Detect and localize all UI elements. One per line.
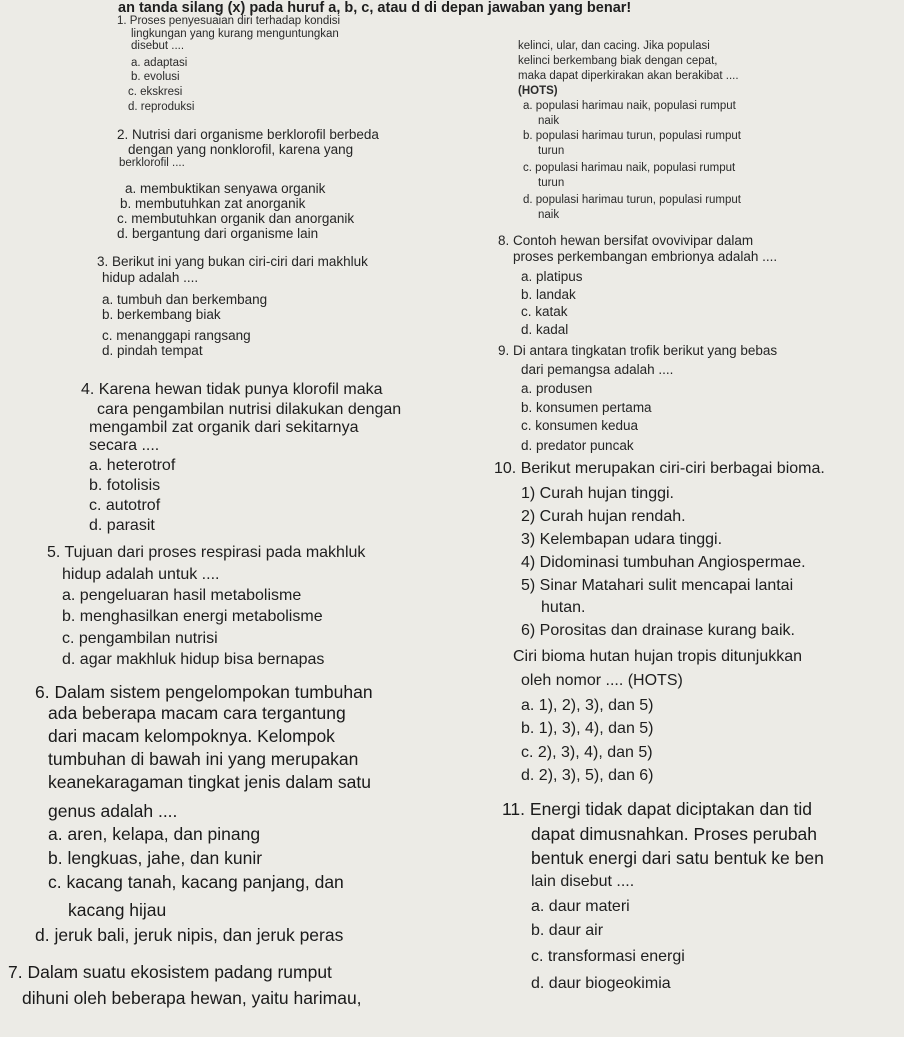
question-text-line: 8. Contoh hewan bersifat ovovivipar dalam (498, 233, 754, 248)
question-text-line: 4. Karena hewan tidak punya klorofil maka (81, 381, 383, 398)
question-text-line: a. tumbuh dan berkembang (102, 292, 268, 307)
question-text-line: 3) Kelembapan udara tinggi. (521, 531, 723, 548)
question-text-line: d. daur biogeokimia (531, 975, 671, 992)
question-text-line: d. agar makhluk hidup bisa bernapas (62, 651, 325, 668)
question-text-line: hutan. (541, 599, 586, 616)
question-text-line: a. populasi harimau naik, populasi rumput (523, 100, 736, 112)
question-text-line: dapat dimusnahkan. Proses perubah (531, 824, 818, 844)
question-text-line: turun (538, 145, 565, 157)
question-text-line: (HOTS) (518, 85, 558, 97)
question-text-line: b. fotolisis (89, 477, 161, 494)
question-text-line: dari macam kelompoknya. Kelompok (48, 726, 335, 746)
question-text-line: c. 2), 3), 4), dan 5) (521, 744, 653, 761)
question-text-line: b. membutuhkan zat anorganik (120, 196, 306, 211)
question-text-line: 1. Proses penyesuaian diri terhadap kondisi (117, 15, 341, 27)
question-text-line: c. menanggapi rangsang (102, 328, 251, 343)
question-text-line: secara .... (89, 437, 160, 454)
question-text-line: ada beberapa macam cara tergantung (48, 703, 346, 723)
question-text-line: c. populasi harimau naik, populasi rumput (523, 162, 736, 174)
question-text-line: c. konsumen kedua (521, 418, 639, 433)
question-text-line: lain disebut .... (531, 873, 635, 890)
question-text-line: a. 1), 2), 3), dan 5) (521, 697, 654, 714)
question-text-line: kacang hijau (68, 900, 167, 920)
question-text-line: bentuk energi dari satu bentuk ke ben (531, 848, 824, 868)
question-text-line: b. landak (521, 287, 576, 302)
question-text-line: a. pengeluaran hasil metabolisme (62, 587, 302, 604)
question-text-line: 5) Sinar Matahari sulit mencapai lantai (521, 577, 794, 594)
question-text-line: oleh nomor .... (HOTS) (521, 672, 683, 689)
question-text-line: d. predator puncak (521, 438, 634, 453)
question-text-line: mengambil zat organik dari sekitarnya (89, 419, 359, 436)
question-text-line: kelinci berkembang biak dengan cepat, (518, 55, 718, 67)
question-text-line: 9. Di antara tingkatan trofik berikut yang bebas (498, 343, 778, 358)
question-text-line: 10. Berikut merupakan ciri-ciri berbagai bioma. (494, 460, 825, 477)
question-text-line: d. pindah tempat (102, 343, 203, 358)
question-text-line: a. heterotrof (89, 457, 176, 474)
question-text-line: dihuni oleh beberapa hewan, yaitu harimau, (22, 988, 362, 1008)
question-text-line: d. 2), 3), 5), dan 6) (521, 767, 654, 784)
question-text-line: keanekaragaman tingkat jenis dalam satu (48, 772, 371, 792)
question-text-line: d. populasi harimau turun, populasi rumput (523, 194, 741, 206)
question-text-line: d. jeruk bali, jeruk nipis, dan jeruk peras (35, 925, 344, 945)
question-text-line: 6. Dalam sistem pengelompokan tumbuhan (35, 682, 373, 702)
question-text-line: 7. Dalam suatu ekosistem padang rumput (8, 962, 332, 982)
question-text-line: 1) Curah hujan tinggi. (521, 485, 674, 502)
question-text-line: b. evolusi (131, 71, 180, 83)
question-text-line: d. bergantung dari organisme lain (117, 226, 319, 241)
question-text-line: a. membuktikan senyawa organik (125, 181, 326, 196)
question-text-line: c. autotrof (89, 497, 161, 514)
question-text-line: b. daur air (531, 922, 604, 939)
question-text-line: b. 1), 3), 4), dan 5) (521, 720, 654, 737)
question-text-line: 5. Tujuan dari proses respirasi pada makhluk (47, 544, 366, 561)
question-text-line: c. katak (521, 304, 568, 319)
question-text-line: maka dapat diperkirakan akan berakibat .... (518, 70, 739, 82)
question-text-line: d. kadal (521, 322, 569, 337)
question-text-line: 11. Energi tidak dapat diciptakan dan tid (502, 799, 813, 819)
question-text-line: a. produsen (521, 381, 593, 396)
question-text-line: naik (538, 209, 560, 221)
question-text-line: hidup adalah untuk .... (62, 566, 220, 583)
question-text-line: a. aren, kelapa, dan pinang (48, 824, 261, 844)
question-text-line: 2. Nutrisi dari organisme berklorofil berbeda (117, 127, 379, 142)
question-text-line: a. daur materi (531, 898, 630, 915)
question-text-line: berklorofil .... (119, 157, 185, 169)
question-text-line: proses perkembangan embrionya adalah .... (513, 249, 778, 264)
question-text-line: a. platipus (521, 269, 583, 284)
question-text-line: c. kacang tanah, kacang panjang, dan (48, 872, 344, 892)
question-text-line: c. pengambilan nutrisi (62, 630, 218, 647)
question-text-line: genus adalah .... (48, 801, 178, 821)
question-text-line: hidup adalah .... (102, 270, 199, 285)
question-text-line: dengan yang nonklorofil, karena yang (128, 142, 354, 157)
question-text-line: 6) Porositas dan drainase kurang baik. (521, 622, 795, 639)
question-text-line: c. membutuhkan organik dan anorganik (117, 211, 355, 226)
question-text-line: d. reproduksi (128, 101, 195, 113)
question-text-line: 4) Didominasi tumbuhan Angiospermae. (521, 554, 806, 571)
question-text-line: b. berkembang biak (102, 307, 221, 322)
question-text-line: c. transformasi energi (531, 948, 685, 965)
instruction-header: an tanda silang (x) pada huruf a, b, c, atau d di depan jawaban yang benar! (118, 0, 632, 16)
question-text-line: tumbuhan di bawah ini yang merupakan (48, 749, 359, 769)
question-text-line: Ciri bioma hutan hujan tropis ditunjukkan (513, 648, 803, 665)
question-text-line: lingkungan yang kurang menguntungkan (131, 28, 339, 40)
question-text-line: b. konsumen pertama (521, 400, 652, 415)
question-text-line: b. menghasilkan energi metabolisme (62, 608, 323, 625)
question-text-line: 2) Curah hujan rendah. (521, 508, 686, 525)
question-text-line: 3. Berikut ini yang bukan ciri-ciri dari makhluk (97, 254, 368, 269)
question-text-line: naik (538, 115, 560, 127)
question-text-line: a. adaptasi (131, 57, 188, 69)
question-text-line: b. lengkuas, jahe, dan kunir (48, 848, 263, 868)
question-text-line: kelinci, ular, dan cacing. Jika populasi (518, 40, 710, 52)
question-text-line: disebut .... (131, 40, 185, 52)
question-text-line: dari pemangsa adalah .... (521, 362, 674, 377)
question-text-line: b. populasi harimau turun, populasi rumput (523, 130, 741, 142)
question-text-line: d. parasit (89, 517, 155, 534)
question-text-line: c. ekskresi (128, 86, 183, 98)
question-text-line: cara pengambilan nutrisi dilakukan dengan (97, 401, 402, 418)
question-text-line: turun (538, 177, 565, 189)
